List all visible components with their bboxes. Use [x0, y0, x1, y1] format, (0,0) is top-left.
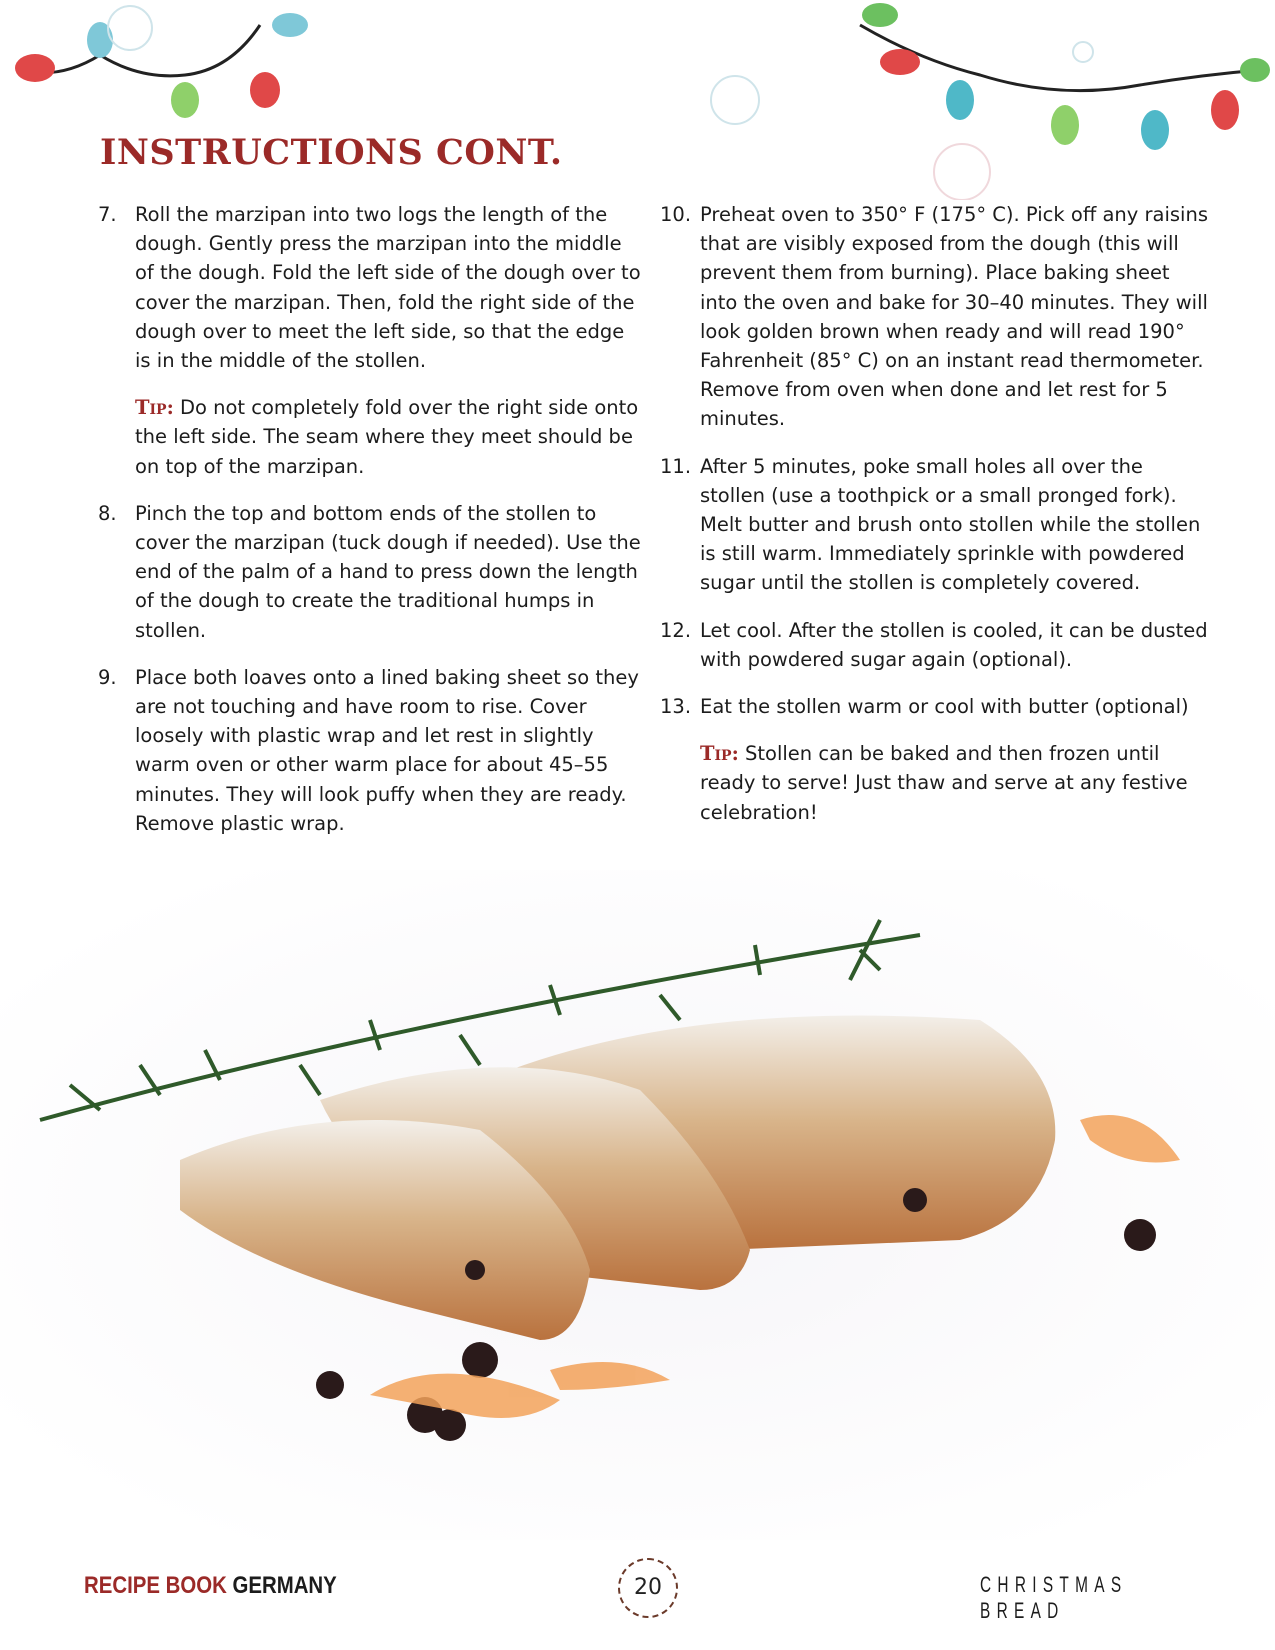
step-number: 12. [660, 618, 692, 642]
step-12 [660, 616, 1210, 674]
step-13 [660, 692, 1210, 721]
instructions-left-column [98, 200, 643, 856]
recipe-book-label: RECIPE BOOK [84, 1572, 227, 1599]
tip [135, 393, 643, 481]
step-text: Preheat oven to 350° F (175° C). Pick off any raisins that are visibly exposed from the dough (this will prevent them from burning). Place baking sheet into the oven and bake for 30–40 minutes. They will look golden brown when ready and will read 190° Fahrenheit (85° C) on an instant read thermometer. Remove from oven when done and let rest for 5 minutes. [700, 203, 1208, 431]
snowflake-icon [1073, 42, 1093, 62]
red-bulb-icon [1211, 90, 1239, 130]
section-title: CHRISTMAS BREAD [980, 1572, 1128, 1623]
page-number: 20 [618, 1558, 678, 1618]
green-bulb-icon [862, 3, 898, 27]
tip-text: Stollen can be baked and then frozen until ready to serve! Just thaw and serve at any festive celebration! [700, 742, 1188, 824]
stollen-photo [0, 870, 1275, 1540]
step-11 [660, 452, 1210, 598]
green-bulb-icon [1051, 105, 1079, 145]
snowflake-icon [711, 76, 759, 124]
tip-text: Do not completely fold over the right side onto the left side. The seam where they meet should be on top of the marzipan. [135, 396, 639, 478]
blue-bulb-icon [272, 13, 308, 37]
step-text: Place both loaves onto a lined baking sheet so they are not touching and have room to rise. Cover loosely with plastic wrap and let rest in slightly warm oven or other warm place for about 45–55 minutes. They will look puffy when they are ready. Remove plastic wrap. [135, 665, 639, 835]
book-title [84, 1572, 337, 1600]
step-number: 13. [660, 695, 692, 719]
step-number: 9. [98, 665, 117, 689]
blue-bulb-icon [946, 80, 974, 120]
snowflake-icon [934, 144, 990, 200]
step-text: Eat the stollen warm or cool with butter (optional) [700, 695, 1189, 719]
step-number: 7. [98, 203, 117, 226]
step-text: Pinch the top and bottom ends of the stollen to cover the marzipan (tuck dough if needed). Use the end of the palm of a hand to press down the length of the dough to create the traditional humps in stollen. [135, 501, 641, 642]
step-8 [98, 499, 643, 645]
red-bulb-icon [250, 72, 280, 108]
country-label: GERMANY [232, 1572, 337, 1599]
step-text: Let cool. After the stollen is cooled, it can be dusted with powdered sugar again (optional). [700, 618, 1208, 671]
green-bulb-icon [171, 82, 199, 118]
tip-label: Tip: [700, 742, 739, 766]
step-text: Roll the marzipan into two logs the length of the dough. Gently press the marzipan into the middle of the dough. Fold the left side of the dough over to cover the marzipan. Then, fold the right side of the dough over to meet the left side, so that the edge is in the middle of the stollen. [135, 203, 641, 373]
step-text: After 5 minutes, poke small holes all over the stollen (use a toothpick or a small pronged fork). Melt butter and brush onto stollen while the stollen is still warm. Immediately sprinkle with powdered sugar until the stollen is completely covered. [700, 454, 1201, 595]
step-number: 11. [660, 454, 692, 478]
red-bulb-icon [15, 54, 55, 82]
tip [700, 739, 1210, 827]
step-10 [660, 200, 1210, 434]
snowflake-icon [108, 6, 152, 50]
step-number: 8. [98, 501, 117, 525]
red-bulb-icon [880, 49, 920, 75]
tip-label: Tip: [135, 396, 174, 420]
green-bulb-icon [1240, 58, 1270, 82]
blue-bulb-icon [87, 22, 113, 58]
step-number: 10. [660, 203, 692, 226]
page-title: INSTRUCTIONS CONT. [100, 132, 563, 173]
step-9 [98, 663, 643, 838]
instructions-right-column [660, 200, 1210, 845]
blue-bulb-icon [1141, 110, 1169, 150]
step-7 [98, 200, 643, 375]
